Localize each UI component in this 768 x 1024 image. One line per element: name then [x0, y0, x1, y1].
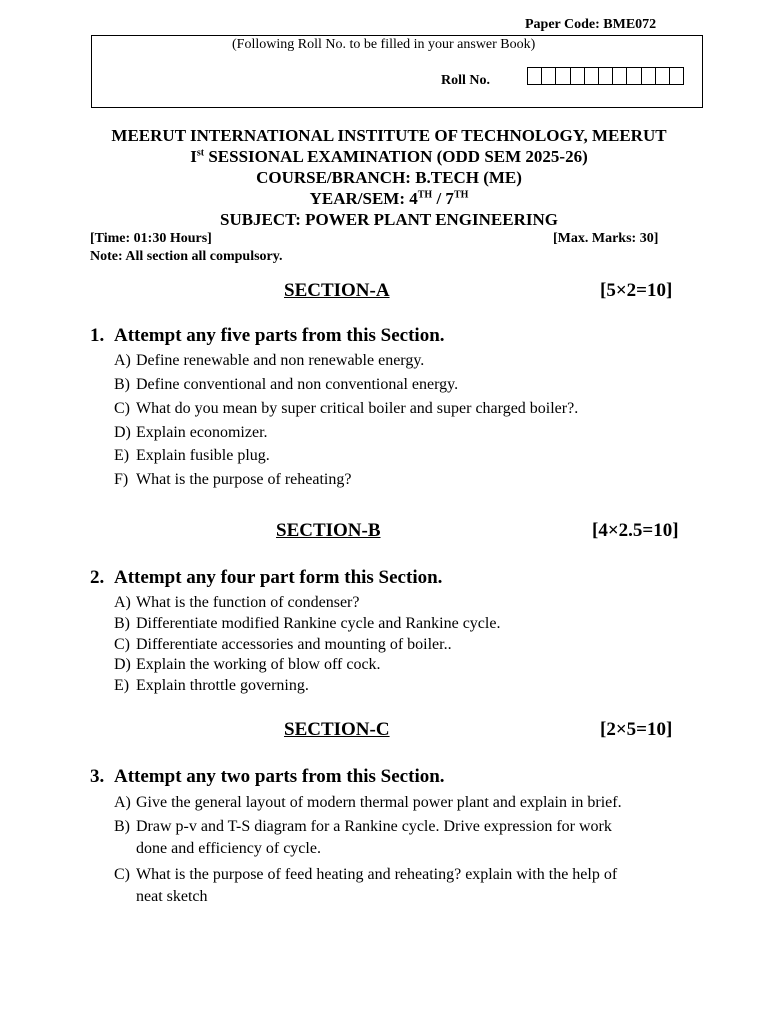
question-item: A) Give the general layout of modern thermal power plant and explain in brief. — [114, 794, 622, 811]
question-item: B) Differentiate modified Rankine cycle and Rankine cycle. — [114, 615, 501, 632]
question-number: 3. — [90, 766, 105, 787]
roll-number-label: Roll No. — [441, 73, 490, 88]
section-a-marks: [5×2=10] — [600, 280, 673, 301]
question-3-heading — [0, 766, 768, 790]
question-item: A) What is the function of condenser? — [114, 594, 360, 611]
max-marks: [Max. Marks: 30] — [553, 231, 659, 246]
question-item: C) What is the purpose of feed heating and reheating? explain with the help of neat sketch — [114, 866, 618, 905]
exam-title: Ist SESSIONAL EXAMINATION (ODD SEM 2025-26) — [190, 147, 588, 166]
question-item: E) Explain throttle governing. — [114, 677, 309, 694]
question-item: B) Draw p-v and T-S diagram for a Rankine cycle. Drive expression for work done and efficiency of cycle. — [114, 818, 612, 857]
question-item: D) Explain the working of blow off cock. — [114, 656, 381, 673]
question-item: F) What is the purpose of reheating? — [114, 471, 352, 488]
question-instruction: Attempt any four part form this Section. — [114, 567, 443, 588]
institute-name: MEERUT INTERNATIONAL INSTITUTE OF TECHNOLOGY, MEERUT — [111, 126, 667, 145]
roll-cell — [627, 67, 641, 85]
section-a-title: SECTION-A — [284, 280, 390, 301]
roll-cell — [670, 67, 684, 85]
instruction-note: Note: All section all compulsory. — [90, 249, 283, 264]
question-2-heading — [0, 567, 768, 591]
subject-title: SUBJECT: POWER PLANT ENGINEERING — [219, 210, 558, 229]
question-item: E) Explain fusible plug. — [114, 447, 270, 464]
paper-code: Paper Code: BME072 — [525, 17, 657, 32]
question-item: A) Define renewable and non renewable energy. — [114, 352, 425, 369]
roll-cell — [542, 67, 556, 85]
section-b-marks: [4×2.5=10] — [592, 520, 679, 541]
section-c-marks: [2×5=10] — [600, 719, 673, 740]
year-semester: YEAR/SEM: 4TH / 7TH — [309, 189, 469, 208]
question-number: 1. — [90, 325, 105, 346]
roll-cell — [585, 67, 599, 85]
question-number: 2. — [90, 567, 105, 588]
roll-number-note: (Following Roll No. to be filled in your answer Book) — [232, 37, 536, 52]
roll-cell — [556, 67, 570, 85]
course-branch: COURSE/BRANCH: B.TECH (ME) — [256, 168, 522, 187]
question-item: D) Explain economizer. — [114, 424, 268, 441]
question-instruction: Attempt any two parts from this Section. — [114, 766, 445, 787]
question-1-heading — [0, 325, 768, 349]
roll-cell — [571, 67, 585, 85]
roll-cell — [613, 67, 627, 85]
roll-cell — [599, 67, 613, 85]
question-item: B) Define conventional and non conventional energy. — [114, 376, 459, 393]
roll-cell — [656, 67, 670, 85]
roll-number-cells — [527, 67, 684, 85]
question-item: C) Differentiate accessories and mounting of boiler.. — [114, 636, 452, 653]
question-item: C) What do you mean by super critical boiler and super charged boiler?. — [114, 400, 579, 417]
question-instruction: Attempt any five parts from this Section. — [114, 325, 445, 346]
roll-cell — [642, 67, 656, 85]
roll-cell — [528, 67, 542, 85]
exam-time: [Time: 01:30 Hours] — [90, 231, 212, 246]
section-b-title: SECTION-B — [276, 520, 381, 541]
section-c-title: SECTION-C — [284, 719, 390, 740]
